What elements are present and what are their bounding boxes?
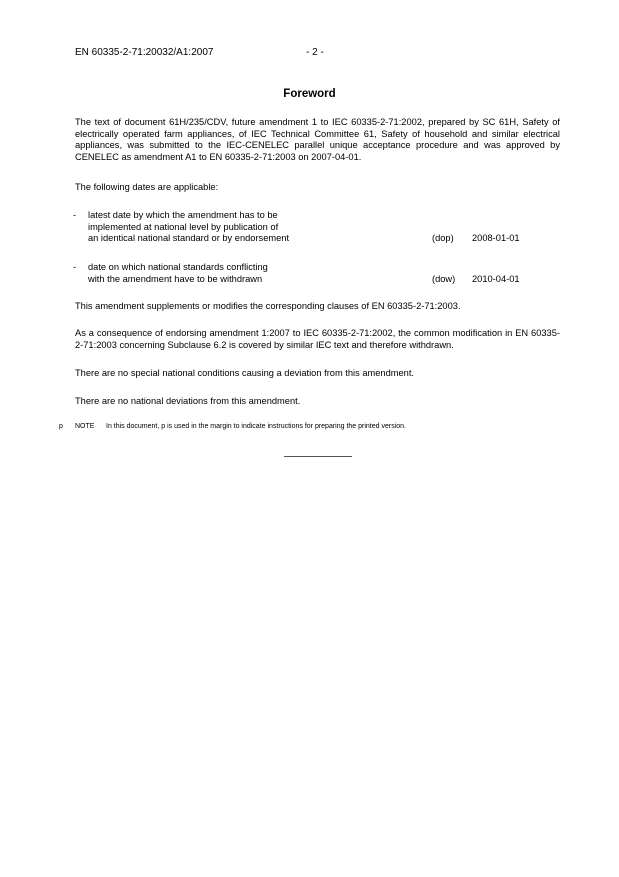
date-item-line: latest date by which the amendment has to be	[88, 210, 278, 220]
date-item-line: an identical national standard or by endorsement	[88, 233, 290, 244]
document-number: EN 60335-2-71:20032/A1:2007	[75, 47, 214, 58]
list-dash: -	[73, 262, 77, 272]
date-code: (dow)	[432, 273, 456, 284]
date-value: 2010-04-01	[472, 273, 520, 284]
intro-paragraph: The text of document 61H/235/CDV, future amendment 1 to IEC 60335-2-71:2002, prepared by SC 61H, Safety of electrically operated farm appliances, of IEC Technical Committee 61, Safety of household and similar electrical appliances, was submitted to the IEC-CENELEC parallel unique acceptance procedure and was approved by CENELEC as amendment A1 to EN 60335-2-71:2003 on 2007-04-01.	[75, 117, 560, 162]
dates-intro-paragraph: The following dates are applicable:	[75, 182, 219, 192]
date-code: (dop)	[432, 233, 454, 244]
date-item-line: with the amendment have to be withdrawn	[88, 273, 263, 284]
date-item-description	[88, 210, 388, 245]
date-item-line: date on which national standards conflicting	[88, 262, 268, 272]
end-rule-divider	[284, 456, 352, 457]
supplements-paragraph: This amendment supplements or modifies the corresponding clauses of EN 60335-2-71:2003.	[75, 301, 461, 311]
list-dash: -	[73, 210, 77, 220]
date-item-line: implemented at national level by publication of	[88, 221, 279, 232]
page-title: Foreword	[283, 88, 336, 100]
margin-mark: p	[59, 423, 63, 430]
national-deviations-paragraph: There are no national deviations from this amendment.	[75, 396, 301, 406]
note-text: In this document, p is used in the margin to indicate instructions for preparing the printed version.	[106, 423, 406, 430]
date-item-description	[88, 262, 388, 285]
note-label: NOTE	[75, 423, 95, 430]
page-number: - 2 -	[306, 47, 324, 58]
consequence-paragraph: As a consequence of endorsing amendment 1:2007 to IEC 60335-2-71:2002, the common modification in EN 60335-2-71:2003 concerning Subclause 6.2 is covered by similar IEC text and therefore withdrawn.	[75, 328, 560, 350]
date-value: 2008-01-01	[472, 233, 520, 244]
special-conditions-paragraph: There are no special national conditions causing a deviation from this amendment.	[75, 368, 415, 378]
date-item-dop	[73, 210, 563, 246]
date-item-dow	[73, 262, 563, 286]
